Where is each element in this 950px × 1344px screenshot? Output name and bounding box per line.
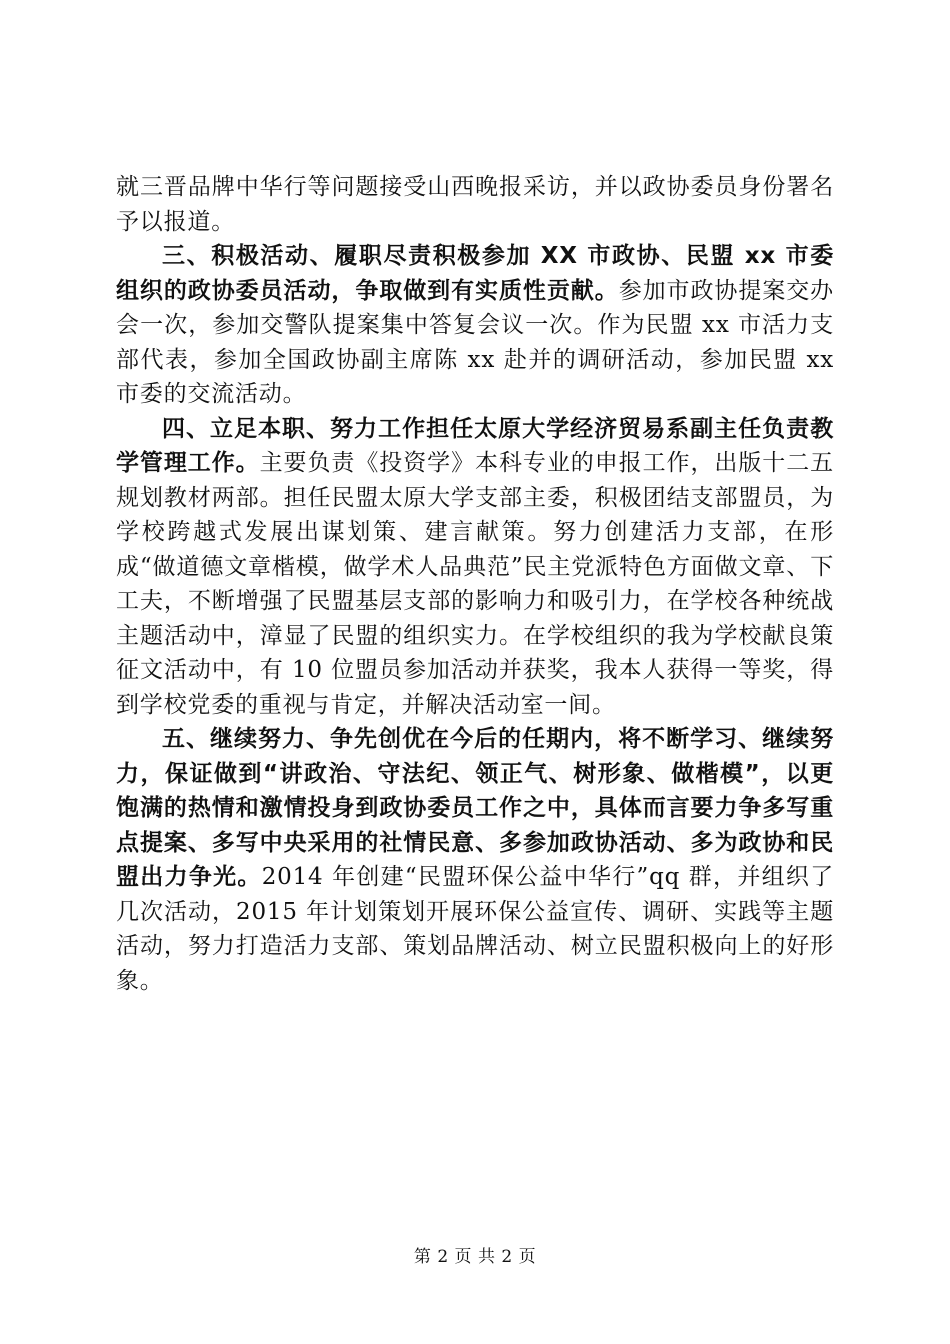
- paragraph-2: [116, 239, 834, 412]
- paragraph-1: [116, 170, 834, 239]
- paragraph-1-text: 就三晋品牌中华行等问题接受山西晚报采访，并以政协委员身份署名予以报道。: [116, 174, 834, 235]
- paragraph-4: [116, 722, 834, 998]
- paragraph-2-text: 参加市政协提案交办会一次，参加交警队提案集中答复会议一次。作为民盟 xx 市活力支部代表，参加全国政协副主席陈 xx 赴并的调研活动，参加民盟 xx 市委的交流活动。: [116, 277, 834, 407]
- paragraph-4-text: 2014 年创建“民盟环保公益中华行”qq 群，并组织了几次活动，2015 年计划策划开展环保公益宣传、调研、实践等主题活动，努力打造活力支部、策划品牌活动、树立民盟积极向上的好形象。: [116, 864, 834, 994]
- document-body: [116, 170, 834, 998]
- page-footer: [0, 1242, 950, 1267]
- paragraph-3: [116, 412, 834, 723]
- paragraph-3-text: 主要负责《投资学》本科专业的申报工作，出版十二五规划教材两部。担任民盟太原大学支部主委，积极团结支部盟员，为学校跨越式发展出谋划策、建言献策。努力创建活力支部，在形成“做道德文章楷模，做学术人品典范”民主党派特色方面做文章、下工夫，不断增强了民盟基层支部的影响力和吸引力，在学校各种统战主题活动中，漳显了民盟的组织实力。在学校组织的我为学校献良策征文活动中，有 10 位盟员参加活动并获奖，我本人获得一等奖，得到学校党委的重视与肯定，并解决活动室一间。: [116, 450, 834, 718]
- paragraph-4-heading: 五、继续努力、争先创优在今后的任期内，将不断学习、继续努力，保证做到“讲政治、守法纪、领正气、树形象、做楷模”，以更饱满的热情和激情投身到政协委员工作之中，具体而言要力争多写重点提案、多写中央采用的社情民意、多参加政协活动、多为政协和民盟出力争光。: [116, 726, 834, 890]
- paragraph-2-heading: 三、积极活动、履职尽责积极参加 XX 市政协、民盟 xx 市委组织的政协委员活动，争取做到有实质性贡献。: [116, 243, 834, 304]
- page-number-label: 第 2 页 共 2 页: [413, 1247, 537, 1267]
- paragraph-3-heading: 四、立足本职、努力工作担任太原大学经济贸易系副主任负责教学管理工作。: [116, 415, 834, 476]
